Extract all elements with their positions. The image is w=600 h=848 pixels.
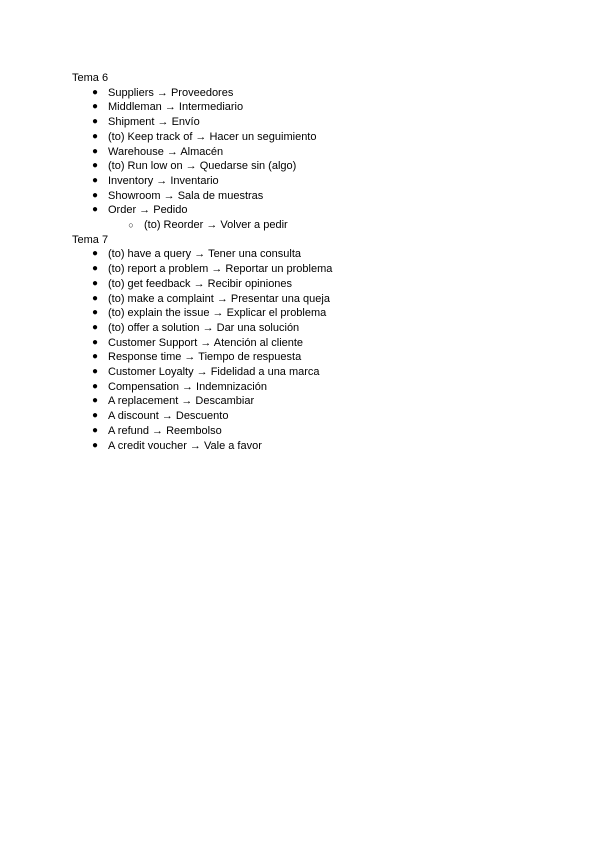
list-item-text: Suppliers → Proveedores xyxy=(108,86,234,99)
sub-list-item-text: (to) Reorder → Volver a pedir xyxy=(144,219,288,232)
list-item xyxy=(72,174,532,189)
list-item xyxy=(72,203,532,232)
bullet-icon: ● xyxy=(91,351,99,363)
section-tema-6 xyxy=(72,71,532,233)
bullet-icon: ● xyxy=(91,277,99,289)
list-item-text: (to) make a complaint → Presentar una queja xyxy=(108,292,330,305)
list-item-text: A credit voucher → Vale a favor xyxy=(108,439,262,452)
bullet-icon: ● xyxy=(91,366,99,378)
document-content xyxy=(72,71,532,453)
bullet-icon: ● xyxy=(91,307,99,319)
section-title: Tema 7 xyxy=(72,233,109,246)
bullet-icon: ● xyxy=(91,292,99,304)
list-item-text: A refund → Reembolso xyxy=(108,424,222,437)
list-item xyxy=(72,439,532,454)
list-item xyxy=(72,159,532,174)
list-item xyxy=(72,115,532,130)
list-item-text: (to) report a problem → Reportar un problema xyxy=(108,263,333,276)
list-item xyxy=(72,189,532,204)
list-item-text: Customer Loyalty → Fidelidad a una marca xyxy=(108,366,320,379)
bullet-icon: ● xyxy=(91,189,99,201)
list-item xyxy=(72,350,532,365)
bullet-icon: ● xyxy=(91,321,99,333)
list-item xyxy=(72,394,532,409)
list-item-text: (to) Run low on → Quedarse sin (algo) xyxy=(108,160,297,173)
list-item xyxy=(72,306,532,321)
section-tema-7 xyxy=(72,233,532,454)
bullet-icon: ● xyxy=(91,336,99,348)
list-item-text: Response time → Tiempo de respuesta xyxy=(108,351,302,364)
bullet-icon: ● xyxy=(91,263,99,275)
bullet-icon: ● xyxy=(91,86,99,98)
list-item-text: Shipment → Envío xyxy=(108,116,200,129)
list-item-text: Compensation → Indemnización xyxy=(108,380,267,393)
bullet-icon: ● xyxy=(91,248,99,260)
bullet-icon: ● xyxy=(91,424,99,436)
list-item xyxy=(72,247,532,262)
bullet-icon: ● xyxy=(91,145,99,157)
list-item-text: (to) offer a solution → Dar una solución xyxy=(108,321,300,334)
list-item-text: Showroom → Sala de muestras xyxy=(108,189,264,202)
list-item xyxy=(72,277,532,292)
hollow-bullet-icon: ○ xyxy=(128,220,134,231)
bullet-icon: ● xyxy=(91,380,99,392)
list-item xyxy=(72,130,532,145)
list-item xyxy=(72,262,532,277)
sub-list xyxy=(108,218,532,233)
bullet-icon: ● xyxy=(91,204,99,216)
bullet-icon: ● xyxy=(91,410,99,422)
bullet-icon: ● xyxy=(91,174,99,186)
list-item-text: Customer Support → Atención al cliente xyxy=(108,336,304,349)
list-item xyxy=(72,321,532,336)
list-item-text: (to) Keep track of → Hacer un seguimiento xyxy=(108,130,317,143)
list-item xyxy=(72,424,532,439)
bullet-icon: ● xyxy=(91,130,99,142)
list-item-text: Warehouse → Almacén xyxy=(108,145,224,158)
list-item-text: (to) have a query → Tener una consulta xyxy=(108,248,302,261)
list-item-text: (to) get feedback → Recibir opiniones xyxy=(108,277,293,290)
list-item xyxy=(72,100,532,115)
list-item-text: A replacement → Descambiar xyxy=(108,395,255,408)
vocabulary-list xyxy=(72,247,532,453)
list-item xyxy=(72,380,532,395)
list-item-text: (to) explain the issue → Explicar el problema xyxy=(108,307,327,320)
bullet-icon: ● xyxy=(91,101,99,113)
vocabulary-list xyxy=(72,86,532,233)
list-item-text: Middleman → Intermediario xyxy=(108,101,244,114)
list-item xyxy=(72,145,532,160)
list-item-text: A discount → Descuento xyxy=(108,410,229,423)
section-title: Tema 6 xyxy=(72,72,109,84)
list-item xyxy=(72,292,532,307)
sub-list-item xyxy=(108,218,532,233)
list-item-text: Inventory → Inventario xyxy=(108,174,219,187)
bullet-icon: ● xyxy=(91,160,99,172)
list-item-text: Order → Pedido xyxy=(108,204,188,217)
list-item xyxy=(72,336,532,351)
bullet-icon: ● xyxy=(91,116,99,128)
list-item xyxy=(72,365,532,380)
list-item xyxy=(72,409,532,424)
bullet-icon: ● xyxy=(91,439,99,451)
bullet-icon: ● xyxy=(91,395,99,407)
list-item xyxy=(72,86,532,101)
